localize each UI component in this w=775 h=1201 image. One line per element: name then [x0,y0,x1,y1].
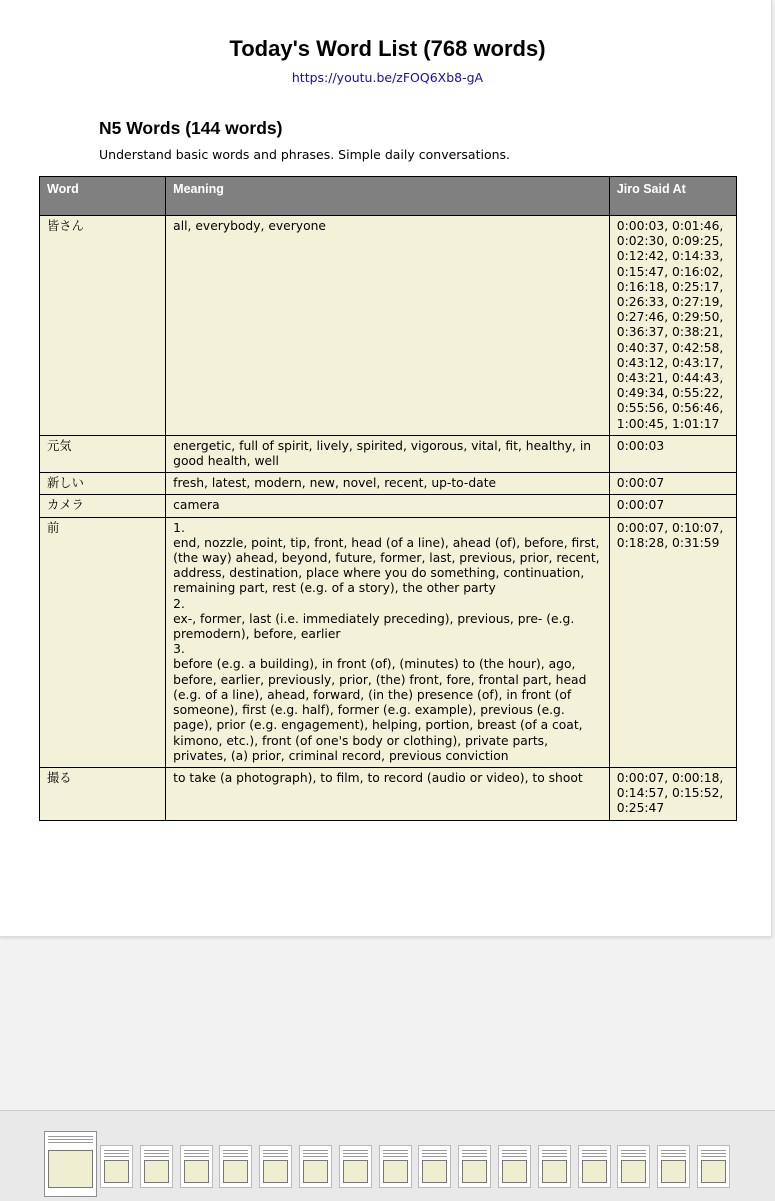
table-row [40,216,737,436]
video-link[interactable]: https://youtu.be/zFOQ6Xb8-gA [291,70,484,85]
meaning-text: end, nozzle, point, tip, front, head (of a line), ahead (of), before, first, (the way) ahead, beyond, future, former, last, previous, prior, recent, address, destination, place where you do something, continuation, remaining part, rest (e.g. of a story), the other party [173,535,600,596]
word-cell: 新しい [40,473,166,495]
meaning-text: to take (a photograph), to film, to record (audio or video), to shoot [173,770,583,785]
timestamps-cell: 0:00:07, 0:00:18, 0:14:57, 0:15:52, 0:25:47 [609,767,736,820]
header-meaning: Meaning [166,177,610,216]
word-table [39,176,737,821]
section-title: N5 Words (144 words) [99,118,283,138]
page-thumbnail-strip [0,1110,775,1201]
table-row [40,473,737,495]
timestamps-cell: 0:00:07 [609,495,736,517]
page-thumbnail[interactable] [180,1145,213,1188]
header-word: Word [40,177,166,216]
page-thumbnail[interactable] [140,1145,173,1188]
meaning-sense-number: 1. [173,520,185,535]
meaning-cell [166,473,610,495]
table-row [40,435,737,472]
page-thumbnail[interactable] [339,1145,372,1188]
meaning-cell [166,767,610,820]
meaning-text: before (e.g. a building), in front (of), (minutes) to (the hour), ago, before, earlier, previously, prior, (the) front, fore, frontal part, head (e.g. of a line), ahead, forward, (in the) presence (of), in front (of someone), first (e.g. half), former (e.g. example), previous (e.g. page), prior (e.g. engagement), helping, portion, breast (of a coat, kimono, etc.), front (of one's body or clothing), private parts, privates, (a) prior, criminal record, previous conviction [173,657,587,763]
timestamps-cell: 0:00:07, 0:10:07, 0:18:28, 0:31:59 [609,517,736,767]
meaning-cell [166,435,610,472]
page-thumbnail[interactable] [379,1145,412,1188]
meaning-text: energetic, full of spirit, lively, spirited, vigorous, vital, fit, healthy, in good health, well [173,438,592,469]
meaning-cell [166,517,610,767]
document-title: Today's Word List (768 words) [229,36,546,61]
table-row [40,495,737,517]
meaning-text: camera [173,498,220,513]
page-thumbnail[interactable] [617,1145,650,1188]
word-cell: カメラ [40,495,166,517]
header-said-at: Jiro Said At [609,177,736,216]
page-thumbnail[interactable] [578,1145,611,1188]
timestamps-cell: 0:00:07 [609,473,736,495]
page-thumbnail-current[interactable] [44,1131,97,1197]
meaning-sense-number: 3. [173,642,185,657]
word-cell: 前 [40,517,166,767]
meaning-text: ex-, former, last (i.e. immediately preceding), previous, pre- (e.g. premodern), before, earlier [173,611,575,642]
meaning-cell [166,216,610,436]
meaning-text: fresh, latest, modern, new, novel, recent, up-to-date [173,476,497,491]
table-row [40,517,737,767]
word-cell: 撮る [40,767,166,820]
meaning-text: all, everybody, everyone [173,219,326,233]
table-header-row [40,177,737,216]
page-thumbnail[interactable] [219,1145,252,1188]
page-thumbnail[interactable] [498,1145,531,1188]
page-thumbnail[interactable] [538,1145,571,1188]
table-row [40,767,737,820]
page-thumbnail[interactable] [299,1145,332,1188]
section-description: Understand basic words and phrases. Simple daily conversations. [99,147,511,162]
page-thumbnail[interactable] [458,1145,491,1188]
page-thumbnail[interactable] [259,1145,292,1188]
page-thumbnail[interactable] [418,1145,451,1188]
timestamps-cell: 0:00:03 [609,435,736,472]
word-cell: 皆さん [40,216,166,436]
page-thumbnail[interactable] [657,1145,690,1188]
meaning-cell [166,495,610,517]
page-thumbnail[interactable] [100,1145,133,1188]
timestamps-cell: 0:00:03, 0:01:46, 0:02:30, 0:09:25, 0:12:42, 0:14:33, 0:15:47, 0:16:02, 0:16:18, 0:25:17, 0:26:33, 0:27:19, 0:27:46, 0:29:50, 0:36:37, 0:38:21, 0:40:37, 0:42:58, 0:43:12, 0:43:17, 0:43:21, 0:44:43, 0:49:34, 0:55:22, 0:55:56, 0:56:46, 1:00:45, 1:01:17 [609,216,736,436]
word-cell: 元気 [40,435,166,472]
meaning-sense-number: 2. [173,596,185,611]
page-thumbnail[interactable] [697,1145,730,1188]
